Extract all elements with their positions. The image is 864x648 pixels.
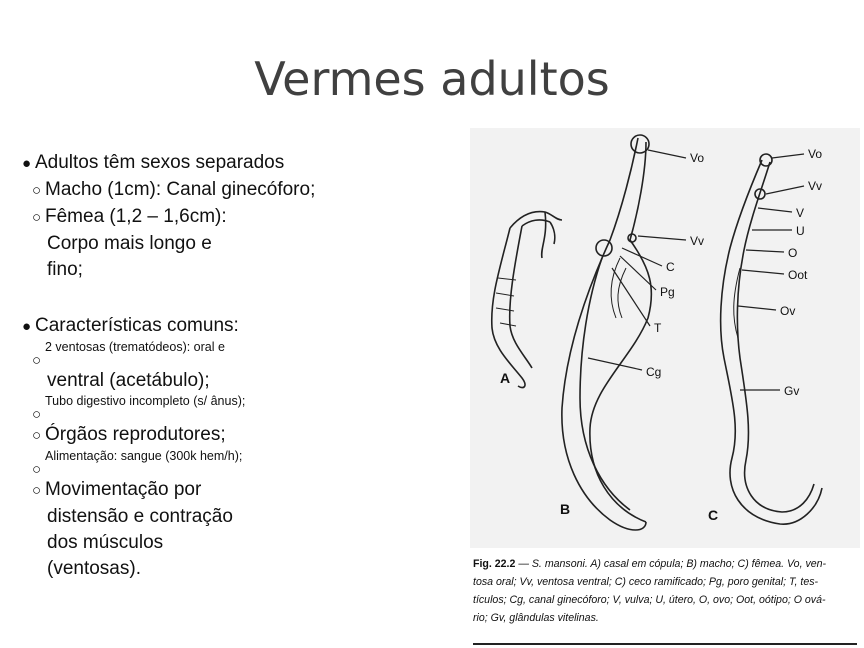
label-vo-b: Vo: [690, 151, 705, 165]
bullet-continuation: (ventosas).: [47, 558, 141, 579]
list-item: [22, 177, 442, 204]
label-c-b: C: [666, 260, 675, 274]
caption-line: rio; Gv, glândulas vitelinas.: [473, 612, 599, 624]
caption-fig-ref: Fig. 22.2: [473, 558, 516, 570]
label-t-b: T: [654, 321, 662, 335]
list-item: [22, 477, 442, 504]
label-o-c: O: [788, 246, 798, 260]
label-vv-b: Vv: [690, 234, 705, 248]
bullet-list: [22, 150, 442, 582]
bullet-text-small: Tubo digestivo incompleto (s/ ânus);: [45, 394, 246, 408]
caption-line: tículos; Cg, canal ginecóforo; V, vulva; U, útero, O, ovo; Oot, oótipo; O ová-: [473, 594, 826, 606]
bullet-text: Macho (1cm): Canal ginecóforo;: [45, 179, 316, 200]
figure-caption: [473, 555, 857, 627]
figure-background: [470, 128, 860, 548]
bullet-text: Fêmea (1,2 – 1,6cm):: [45, 206, 227, 227]
label-pg-b: Pg: [660, 285, 675, 299]
sub-bullet-marker: ○: [32, 209, 42, 226]
sub-bullet-marker: ○: [32, 182, 42, 199]
list-item: [22, 340, 442, 369]
sub-bullet-marker: ○: [32, 482, 42, 499]
bullet-marker: ●: [22, 318, 32, 335]
panel-label-a: A: [500, 370, 511, 386]
label-u-c: U: [796, 224, 805, 238]
slide-title: Vermes adultos: [254, 52, 610, 106]
label-gv-c: Gv: [784, 384, 800, 398]
bullet-text-small: 2 ventosas (trematódeos): oral e: [45, 340, 225, 354]
bullet-text: Adultos têm sexos separados: [35, 152, 285, 173]
list-item: [22, 422, 442, 449]
panel-label-c: C: [708, 507, 719, 523]
bullet-text-small: Alimentação: sangue (300k hem/h);: [45, 449, 243, 463]
label-v-c: V: [796, 206, 805, 220]
bullet-continuation: distensão e contração: [47, 506, 233, 527]
label-oot-c: Oot: [788, 268, 808, 282]
list-item: [22, 204, 442, 231]
bullet-text: Movimentação por: [45, 479, 202, 500]
sub-bullet-marker: ○: [32, 427, 42, 444]
list-item: [22, 449, 442, 478]
bullet-text: Órgãos reprodutores;: [45, 424, 226, 445]
caption-line: tosa oral; Vv, ventosa ventral; C) ceco ramificado; Pg, poro genital; T, tes-: [473, 576, 819, 588]
sub-bullet-marker: ○: [32, 352, 42, 369]
bullet-continuation: ventral (acetábulo);: [47, 370, 210, 391]
sub-bullet-marker: ○: [32, 406, 42, 423]
caption-rule: [473, 643, 857, 645]
panel-label-b: B: [560, 501, 571, 517]
label-vo-c: Vo: [808, 147, 823, 161]
bullet-continuation: Corpo mais longo e: [47, 233, 212, 254]
sub-bullet-marker: ○: [32, 461, 42, 478]
caption-line: [473, 555, 857, 573]
bullet-continuation: dos músculos: [47, 532, 164, 553]
caption-text: — S. mansoni. A) casal em cópula; B) macho; C) fêmea. Vo, ven-: [515, 558, 827, 570]
bullet-text: Características comuns:: [35, 315, 239, 336]
label-ov-c: Ov: [780, 304, 796, 318]
list-item: [22, 313, 442, 340]
bullet-marker: ●: [22, 155, 32, 172]
label-vv-c: Vv: [808, 179, 823, 193]
list-item: [22, 150, 442, 177]
label-cg-b: Cg: [646, 365, 662, 379]
bullet-continuation: fino;: [47, 259, 83, 280]
list-item: [22, 394, 442, 423]
